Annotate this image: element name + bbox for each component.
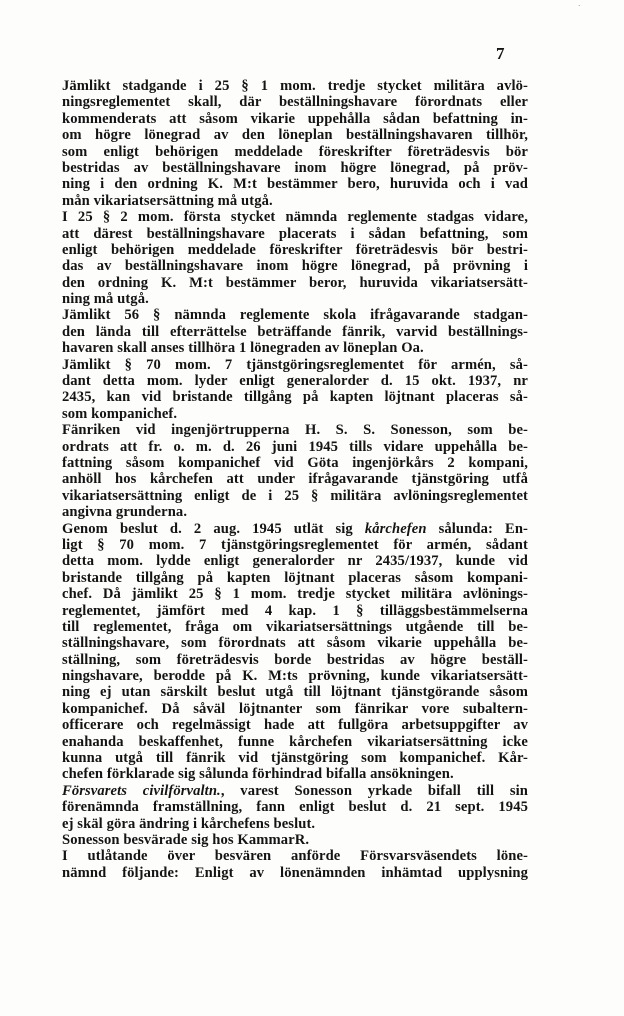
text-run: ning i den ordning K. M:t bestämmer bero, huruvida och i vad	[62, 176, 528, 193]
text-run: Genom beslut d. 2 aug. 1945 utlät sig	[62, 520, 365, 537]
text-line	[62, 160, 528, 176]
text-run: enligt behörigen meddelade föreskrifter företrädesvis bör bestri-	[62, 241, 528, 258]
text-run: anhöll hos kårchefen att under ifrågavarande tjänstgöring utfå	[62, 471, 528, 488]
text-line	[62, 750, 528, 766]
text-run: nämnd följande: Enligt av lönenämnden inhämtad upplysning	[62, 864, 528, 881]
text-run: förenämnda framställning, fann enligt beslut d. 21 sept. 1945	[62, 799, 528, 816]
text-run: havaren skall anses tillhöra 1 lönegraden av löneplan Oa.	[62, 340, 424, 357]
text-line	[62, 389, 528, 405]
text-line	[62, 553, 528, 569]
text-line	[62, 406, 528, 422]
text-line	[62, 619, 528, 635]
text-run: ning ej utan särskilt beslut utgå till löjtnant tjänstgörande såsom	[62, 684, 528, 701]
text-run: Fänriken vid ingenjörtrupperna H. S. S. Sonesson, som be-	[62, 422, 528, 439]
text-run: ningsreglementet skall, där beställningshavare förordnats eller	[62, 94, 528, 111]
text-line	[62, 373, 528, 389]
text-run: som kompanichef.	[62, 405, 178, 422]
text-run: ligt § 70 mom. 7 tjänstgöringsreglementet för armén, sådant	[62, 536, 528, 553]
text-run: ningshavare, berodde på K. M:ts prövning, kunde vikariatsersätt-	[62, 668, 528, 685]
text-run: ordrats att fr. o. m. d. 26 juni 1945 tills vidare uppehålla be-	[62, 438, 528, 455]
text-run: enahanda beskaffenhet, funne kårchefen vikariatsersättning icke	[62, 733, 528, 750]
text-run: Jämlikt 56 § nämnda reglemente skola ifrågavarande stadgan-	[62, 307, 528, 324]
text-run: detta mom. lydde enligt generalorder nr 2435/1937, kunde vid	[62, 553, 528, 570]
text-line	[62, 275, 528, 291]
text-run: Jämlikt § 70 mom. 7 tjänstgöringsreglementet för armén, så-	[62, 356, 528, 373]
text-line	[62, 94, 528, 110]
text-line	[62, 127, 528, 143]
text-run: Sonesson besvärade sig hos KammarR.	[62, 831, 310, 848]
text-run: bristande tillgång på kapten löjtnant placeras såsom kompani-	[62, 569, 528, 586]
text-line	[62, 816, 528, 832]
text-line	[62, 783, 528, 799]
text-line	[62, 537, 528, 553]
text-run: som enligt behörigen meddelade föreskrifter företrädesvis bör	[62, 143, 528, 160]
text-run: dant detta mom. lyder enligt generalorder d. 15 okt. 1937, nr	[62, 373, 528, 390]
text-line	[62, 193, 528, 209]
text-line	[62, 504, 528, 520]
text-line	[62, 799, 528, 815]
text-line	[62, 717, 528, 733]
text-line	[62, 357, 528, 373]
text-line	[62, 226, 528, 242]
text-line	[62, 848, 528, 864]
text-line	[62, 340, 528, 356]
text-run: om högre lönegrad av den löneplan beställningshavaren tillhör,	[62, 127, 528, 144]
text-line	[62, 521, 528, 537]
italic-name: Försvarets civilförvaltn.	[62, 782, 221, 799]
text-line	[62, 684, 528, 700]
text-line	[62, 471, 528, 487]
text-run: kunna utgå till fänrik vid tjänstgöring som kompanichef. Kår-	[62, 750, 528, 767]
text-line	[62, 258, 528, 274]
text-line	[62, 766, 528, 782]
text-run: Jämlikt stadgande i 25 § 1 mom. tredje stycket militära avlö-	[62, 78, 528, 94]
text-line	[62, 209, 528, 225]
text-line	[62, 635, 528, 651]
text-run: I 25 § 2 mom. första stycket nämnda reglemente stadgas vidare,	[62, 209, 528, 226]
text-line	[62, 865, 528, 881]
text-run: vikariatsersättning enligt de i 25 § militära avlöningsreglementet	[62, 487, 528, 504]
text-line	[62, 586, 528, 602]
text-line	[62, 242, 528, 258]
text-run: kompanichef. Då såväl löjtnanter som fänrikar vore subaltern-	[62, 700, 528, 717]
text-run: chef. Då jämlikt 25 § 1 mom. tredje stycket militära avlönings-	[62, 586, 528, 603]
text-run: den lända till efterrättelse beträffande fänrik, varvid beställnings-	[62, 323, 528, 340]
text-run: kommenderats att såsom vikarie uppehålla sådan befattning in-	[62, 110, 528, 127]
text-line	[62, 734, 528, 750]
text-run: das av beställningshavare inom högre lönegrad, på prövning i	[62, 258, 528, 275]
text-run: sålunda: En-	[426, 520, 528, 537]
text-line	[62, 455, 528, 471]
text-line	[62, 422, 528, 438]
text-run: till reglementet, fråga om vikariatsersättnings utgående till be-	[62, 618, 528, 635]
text-line	[62, 291, 528, 307]
text-run: angivna grunderna.	[62, 504, 188, 521]
text-line	[62, 603, 528, 619]
text-run: fattning såsom kompanichef vid Göta ingenjörkårs 2 kompani,	[62, 454, 528, 471]
text-run: ej skäl göra ändring i kårchefens beslut.	[62, 815, 316, 832]
text-run: mån vikariatsersättning må utgå.	[62, 192, 273, 209]
text-run: I utlåtande över besvären anförde Försvarsväsendets löne-	[62, 848, 528, 865]
text-run: ställningshavare, som förordnats att såsom vikarie uppehålla be-	[62, 635, 528, 652]
text-line	[62, 111, 528, 127]
text-line	[62, 668, 528, 684]
scan-mark: ·	[578, 2, 581, 10]
text-line	[62, 324, 528, 340]
text-line	[62, 652, 528, 668]
text-run: , varest Sonesson yrkade bifall till sin	[220, 782, 529, 799]
text-run: bestridas av beställningshavare inom högre lönegrad, på pröv-	[62, 159, 528, 176]
text-run: ning må utgå.	[62, 291, 149, 308]
text-line	[62, 701, 528, 717]
text-line	[62, 832, 528, 848]
text-run: chefen förklarade sig sålunda förhindrad bifalla ansökningen.	[62, 766, 454, 783]
text-line	[62, 78, 528, 94]
text-run: 2435, kan vid bristande tillgång på kapten löjtnant placeras så-	[62, 389, 528, 406]
text-line	[62, 488, 528, 504]
italic-name: kårchefen	[364, 520, 427, 537]
text-line	[62, 307, 528, 323]
text-run: officerare och regelmässigt hade att fullgöra arbetsuppgifter av	[62, 717, 528, 734]
text-line	[62, 439, 528, 455]
text-run: att därest beställningshavare placerats i sådan befattning, som	[62, 225, 528, 242]
text-line	[62, 144, 528, 160]
text-run: ställning, som företrädesvis borde bestridas av högre beställ-	[62, 651, 528, 668]
text-line	[62, 570, 528, 586]
page-number: 7	[496, 44, 505, 63]
text-run: reglementet, jämfört med 4 kap. 1 § tilläggsbestämmelserna	[62, 602, 528, 619]
body-text	[62, 78, 528, 881]
text-run: den ordning K. M:t bestämmer beror, huruvida vikariatsersätt-	[62, 274, 528, 291]
text-line	[62, 176, 528, 192]
